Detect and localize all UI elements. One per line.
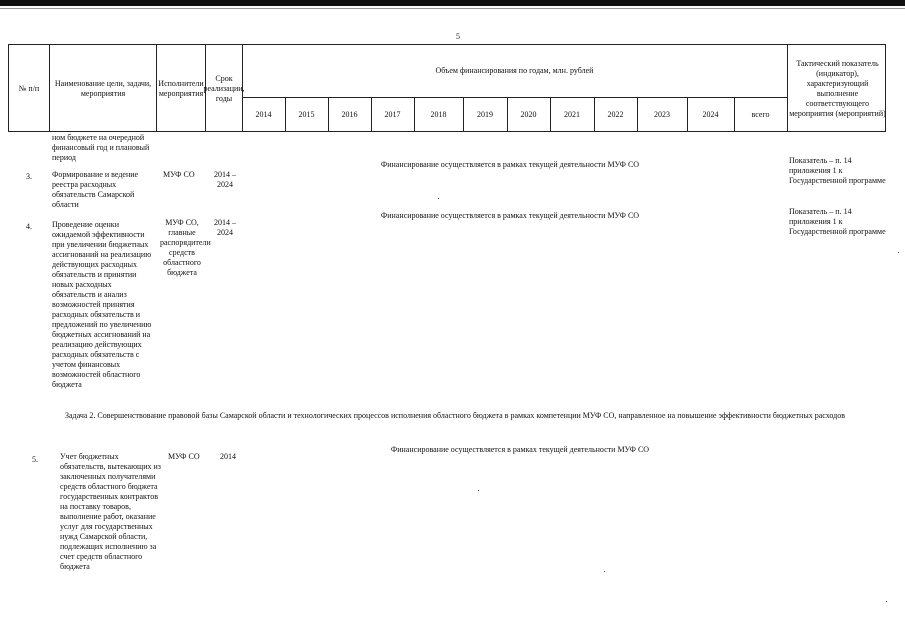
scan-speck — [604, 571, 605, 572]
header-executor: Исполнители мероприятия — [158, 79, 204, 98]
header-year: 2016 — [341, 110, 358, 119]
header-num: № п/п — [18, 84, 40, 93]
task-heading: Задача 2. Совершенствование правовой базы Самарской области и технологических процессов исполнения областного бюджета в рамках компетенции МУФ СО, направленное на повышение эффективности бюджетных расходов — [64, 411, 846, 420]
scan-top-edge — [0, 0, 905, 6]
header-year: 2014 — [255, 110, 272, 119]
table-header — [8, 44, 886, 132]
scan-speck — [478, 490, 479, 491]
row-term: 2014 — [220, 452, 236, 461]
row-finance: Финансирование осуществляется в рамках текущей деятельности МУФ СО — [390, 445, 650, 454]
header-name: Наименование цели, задачи, мероприятия — [54, 79, 152, 98]
header-year: 2017 — [384, 110, 401, 119]
scan-speck — [438, 198, 439, 199]
row-name: Учет бюджетных обязательств, вытекающих из заключенных получателями средств областного бюджета государственных контрактов на поставку товаров, выполнение работ, оказание услуг для государственных нужд Самарской области, подлежащих исполнению за счет средств областного бюджета — [60, 452, 161, 571]
scan-speck — [886, 601, 887, 602]
header-year: 2015 — [298, 110, 315, 119]
row-number: 5. — [32, 455, 38, 464]
header-year: 2021 — [564, 110, 580, 119]
header-term: Срок реализации, годы — [203, 74, 245, 103]
row-executor: МУФ СО, главные распорядители средств областного бюджета — [160, 218, 211, 277]
header-total: всего — [751, 110, 770, 119]
scan-line — [0, 8, 905, 9]
header-finance: Объем финансирования по годам, млн. рублей — [435, 66, 594, 75]
row-name: Проведение оценки ожидаемой эффективности при увеличении бюджетных ассигнований на реализацию действующих расходных обязательств и принятии новых расходных обязательств и анализ возможностей принятия расходных обязательств и предложений по увеличению бюджетных ассигнований на реализацию действующих расходных обязательств с учетом финансовых возможностей областного бюджета — [52, 220, 152, 389]
row-term: 2014 – 2024 — [214, 170, 236, 189]
row-number: 4. — [26, 222, 32, 231]
header-year: 2020 — [520, 110, 537, 119]
header-year: 2023 — [654, 110, 670, 119]
header-year: 2019 — [477, 110, 493, 119]
row-indicator: Показатель – п. 14 приложения 1 к Государственной программе — [789, 207, 886, 236]
row-finance: Финансирование осуществляется в рамках текущей деятельности МУФ СО — [380, 211, 640, 220]
row-finance: Финансирование осуществляется в рамках текущей деятельности МУФ СО — [380, 160, 640, 169]
header-year: 2024 — [702, 110, 719, 119]
row-executor: МУФ СО — [163, 170, 195, 179]
row-indicator: Показатель – п. 14 приложения 1 к Государственной программе — [789, 156, 886, 185]
row-term: 2014 – 2024 — [214, 218, 236, 237]
row-name: Формирование и ведение реестра расходных обязательств Самарской области — [52, 170, 139, 209]
header-indicator: Тактический показатель (индикатор), характеризующий выполнение соответствующего мероприятия (мероприятий) — [789, 59, 886, 118]
header-year: 2022 — [607, 110, 624, 119]
row-number: 3. — [26, 172, 32, 181]
header-year: 2018 — [430, 110, 447, 119]
scan-speck — [898, 252, 899, 253]
row-executor: МУФ СО — [168, 452, 200, 461]
page-number: 5 — [456, 32, 460, 41]
continuation-text: ном бюджете на очередной финансовый год и плановый период — [52, 133, 150, 162]
